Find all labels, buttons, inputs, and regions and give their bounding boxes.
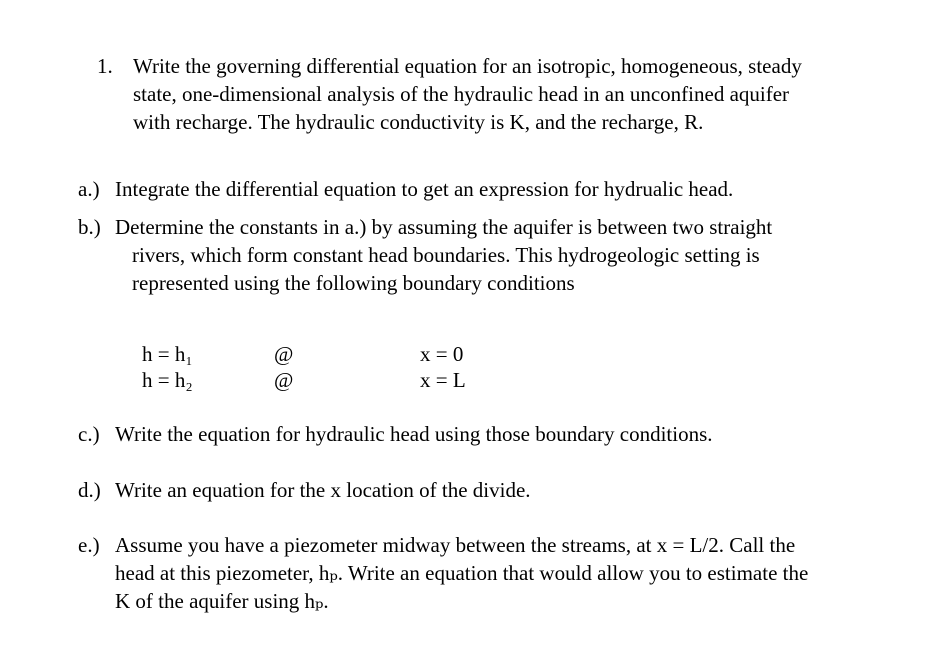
part-text	[115, 531, 935, 615]
part-label: e.)	[78, 533, 100, 557]
part-line: head at this piezometer, hₚ. Write an equation that would allow you to estimate the	[115, 561, 809, 585]
boundary-conditions	[142, 340, 482, 396]
bc-at-symbol: @	[274, 342, 294, 366]
part-line: Determine the constants in a.) by assuming the aquifer is between two straight	[115, 215, 773, 239]
question-number: 1.	[97, 54, 113, 78]
question-line: with recharge. The hydraulic conductivity is K, and the recharge, R.	[133, 110, 704, 134]
part-line: represented using the following boundary conditions	[132, 271, 575, 295]
bc-head: h = h₁	[142, 342, 193, 366]
boundary-condition-row	[142, 340, 482, 366]
part-text	[115, 420, 935, 448]
question-line: Write the governing differential equation for an isotropic, homogeneous, steady	[133, 54, 802, 78]
part-text	[115, 213, 935, 297]
part-line: Write the equation for hydraulic head using those boundary conditions.	[115, 422, 713, 446]
part-label: b.)	[78, 215, 101, 239]
bc-head: h = h₂	[142, 368, 193, 392]
part-label: d.)	[78, 478, 101, 502]
part-text	[115, 175, 935, 203]
part-line: Integrate the differential equation to get an expression for hydrualic head.	[115, 177, 734, 201]
part-line: Write an equation for the x location of the divide.	[115, 478, 531, 502]
part-line: K of the aquifer using hₚ.	[115, 589, 329, 613]
part-label: a.)	[78, 177, 100, 201]
part-label: c.)	[78, 422, 100, 446]
question-text	[133, 52, 933, 136]
bc-position: x = L	[420, 368, 466, 392]
bc-at-symbol: @	[274, 368, 294, 392]
part-line: Assume you have a piezometer midway between the streams, at x = L/2. Call the	[115, 533, 796, 557]
part-text	[115, 476, 935, 504]
part-line: rivers, which form constant head boundaries. This hydrogeologic setting is	[132, 243, 760, 267]
question-line: state, one-dimensional analysis of the hydraulic head in an unconfined aquifer	[133, 82, 790, 106]
boundary-condition-row	[142, 366, 482, 392]
bc-position: x = 0	[420, 342, 464, 366]
